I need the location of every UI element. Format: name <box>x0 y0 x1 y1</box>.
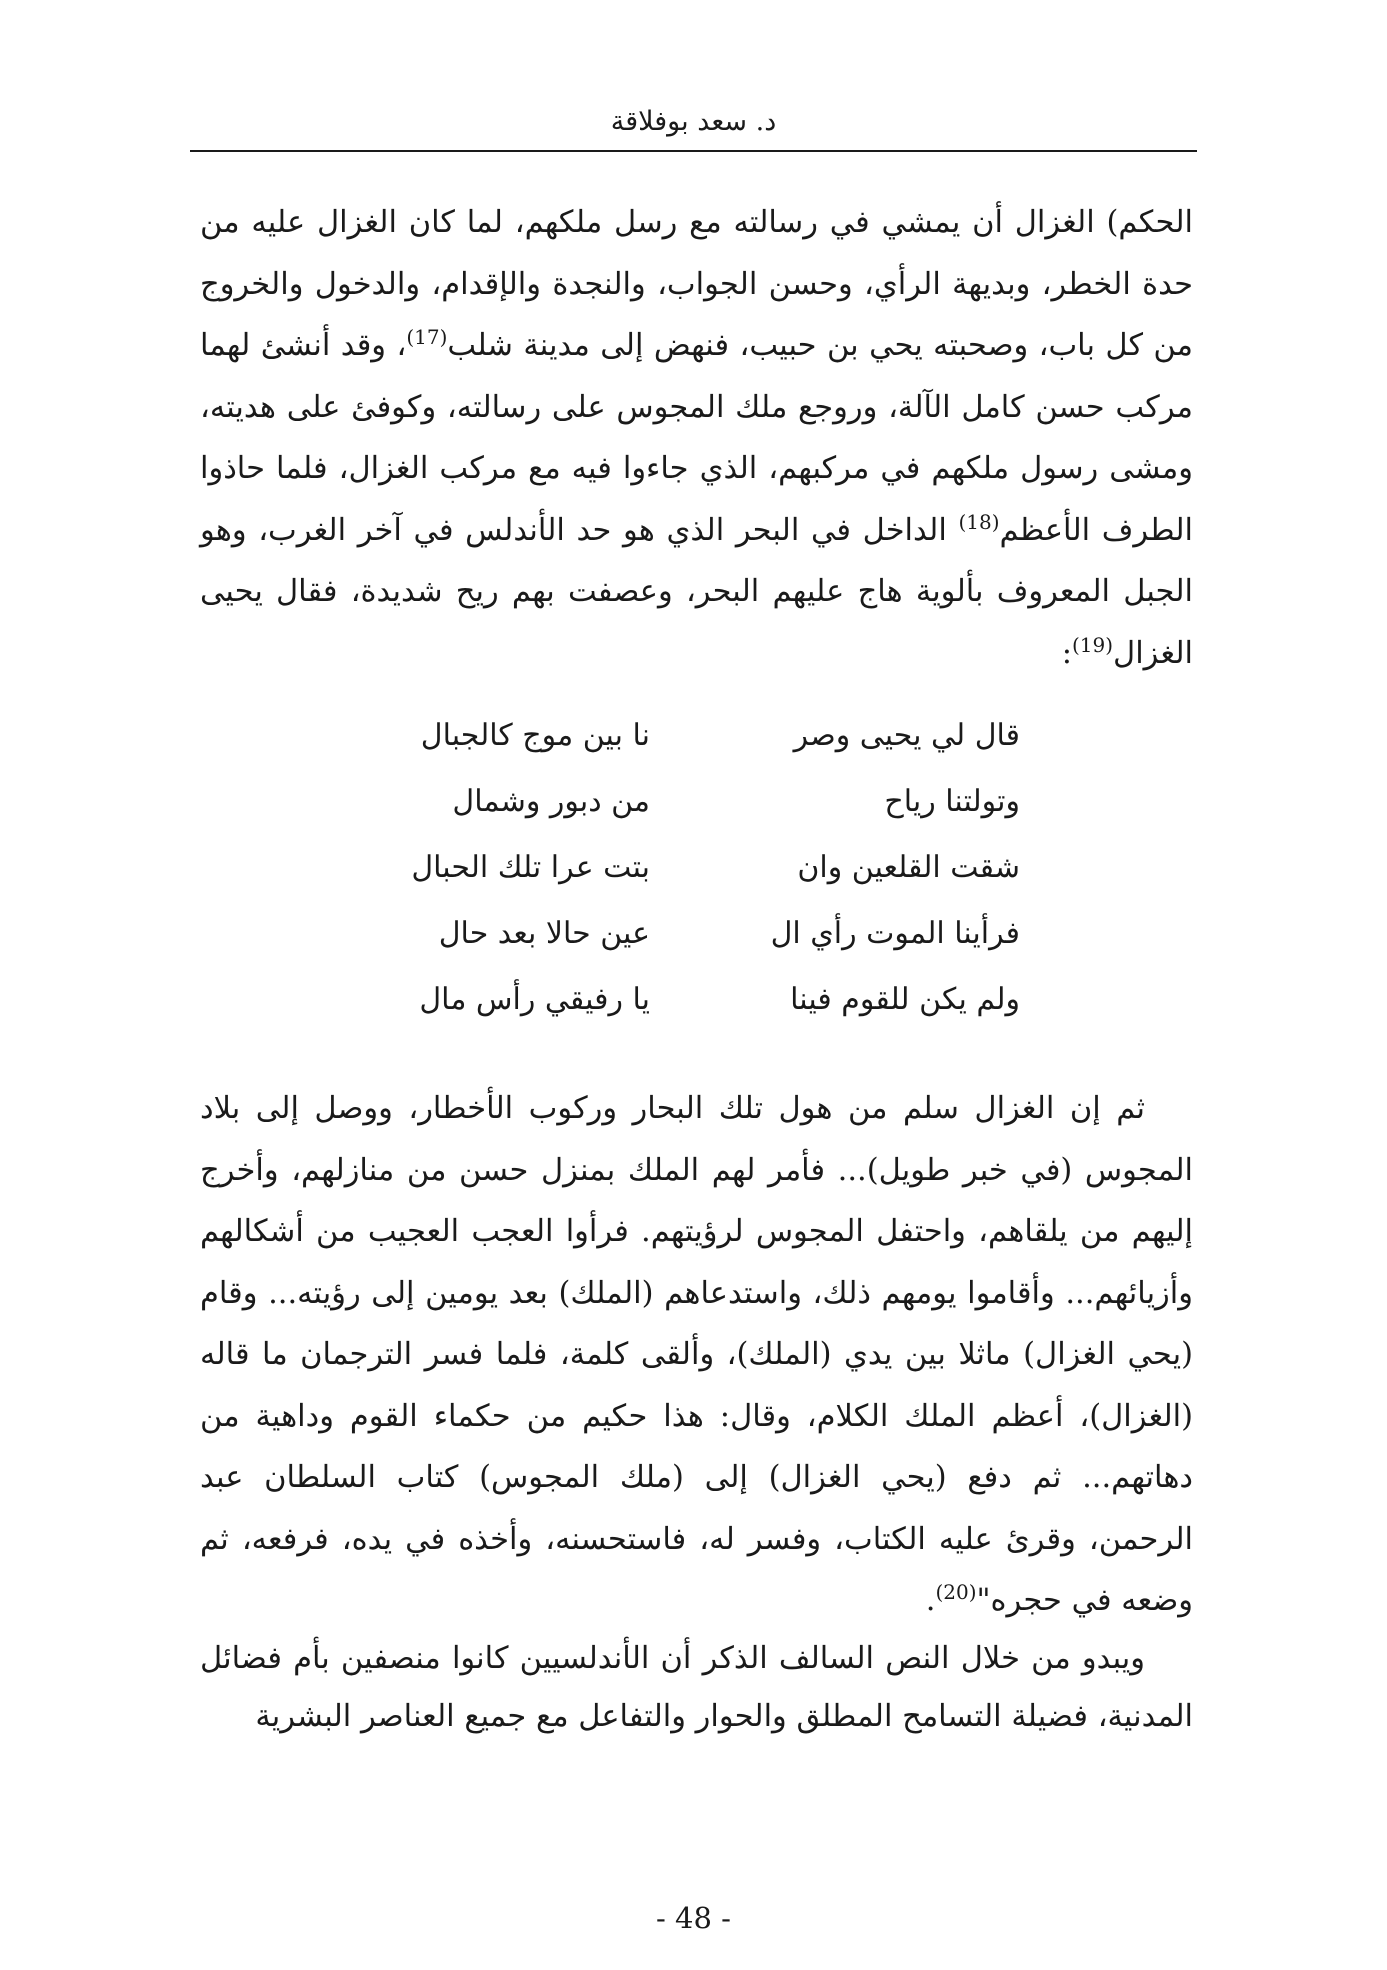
poem-verse <box>360 768 1020 834</box>
poem-verse <box>360 900 1020 966</box>
paragraph-1-text-2: ، وقد أنشئ لهما مركب حسن كامل الآلة، وروجع ملك المجوس على رسالته، وكوفئ على هديته، ومشى رسول ملكهم في مركبهم، الذي جاءوا فيه مع مركب الغزال، فلما حاذوا الطرف الأعظم <box>200 328 1193 548</box>
paragraph-2 <box>200 1078 1193 1632</box>
verse-first-hemistich: شقت القلعين وان <box>797 849 1020 885</box>
verse-first-hemistich: وتولتنا رياح <box>884 783 1020 819</box>
footnote-ref-20: (20) <box>935 1579 977 1604</box>
verse-second-hemistich: من دبور وشمال <box>452 783 650 819</box>
paragraph-3: ويبدو من خلال النص السالف الذكر أن الأندلسيين كانوا منصفين بأم فضائل المدنية، فضيلة التسامح المطلق والحوار والتفاعل مع جميع العناصر البشرية <box>200 1641 1193 1734</box>
footnote-ref-17: (17) <box>406 324 448 349</box>
footnote-ref-18: (18) <box>958 509 1000 534</box>
verse-second-hemistich: يا رفيقي رأس مال <box>419 981 650 1017</box>
footnote-ref-19: (19) <box>1071 632 1114 657</box>
paragraph-1 <box>200 192 1193 684</box>
paragraph-1-text: الحكم) الغزال أن يمشي في رسالته مع رسل ملكهم، لما كان الغزال عليه من حدة الخطر، وبديهة الرأي، وحسن الجواب، والنجدة والإقدام، والدخول والخروج من كل باب، وصحبته يحي بن حبيب، فنهض إلى مدينة شلب <box>200 205 1193 363</box>
page-number: - 48 - <box>656 1901 731 1935</box>
paragraph-1-text-3: الداخل في البحر الذي هو حد الأندلس في آخر الغرب، وهو الجبل المعروف بألوية هاج عليهم البحر، وعصفت بهم ريح شديدة، فقال يحيى الغزال <box>200 512 1193 671</box>
verse-second-hemistich: بتت عرا تلك الحبال <box>411 849 650 885</box>
paragraph-1-text-4: : <box>1061 635 1072 671</box>
verse-first-hemistich: ولم يكن للقوم فينا <box>790 981 1020 1017</box>
verse-second-hemistich: نا بين موج كالجبال <box>420 717 650 753</box>
verse-first-hemistich: فرأينا الموت رأي ال <box>770 915 1020 951</box>
poem-verse <box>360 966 1020 1032</box>
verse-second-hemistich: عين حالا بعد حال <box>438 915 650 951</box>
running-header-author: د. سعد بوفلاقة <box>610 106 777 137</box>
poem-verse <box>360 702 1020 768</box>
poem-verse <box>360 834 1020 900</box>
poem <box>360 702 1020 1032</box>
paragraph-2-end: . <box>925 1583 936 1618</box>
paragraph-2-text: ثم إن الغزال سلم من هول تلك البحار وركوب الأخطار، ووصل إلى بلاد المجوس (في خبر طويل)... فأمر لهم الملك بمنزل حسن من منازلهم، وأخرج إليهم من يلقاهم، واحتفل المجوس لرؤيتهم. فرأوا العجب العجيب من أشكالهم وأزيائهم... وأقاموا يومهم ذلك، واستدعاهم (الملك) بعد يومين إلى رؤيته... وقام (يحي الغزال) ماثلا بين يدي (الملك)، وألقى كلمة، فلما فسر الترجمان ما قاله (الغزال)، أعظم الملك الكلام، وقال: هذا حكيم من حكماء القوم وداهية من دهاتهم... ثم دفع (يحي الغزال) إلى (ملك المجوس) كتاب السلطان عبد الرحمن، وقرئ عليه الكتاب، وفسر له، فاستحسنه، وأخذه في يده، فرفعه، ثم وضعه في حجره" <box>200 1091 1193 1618</box>
header-rule <box>190 150 1197 152</box>
verse-first-hemistich: قال لي يحيى وصر <box>793 717 1020 753</box>
